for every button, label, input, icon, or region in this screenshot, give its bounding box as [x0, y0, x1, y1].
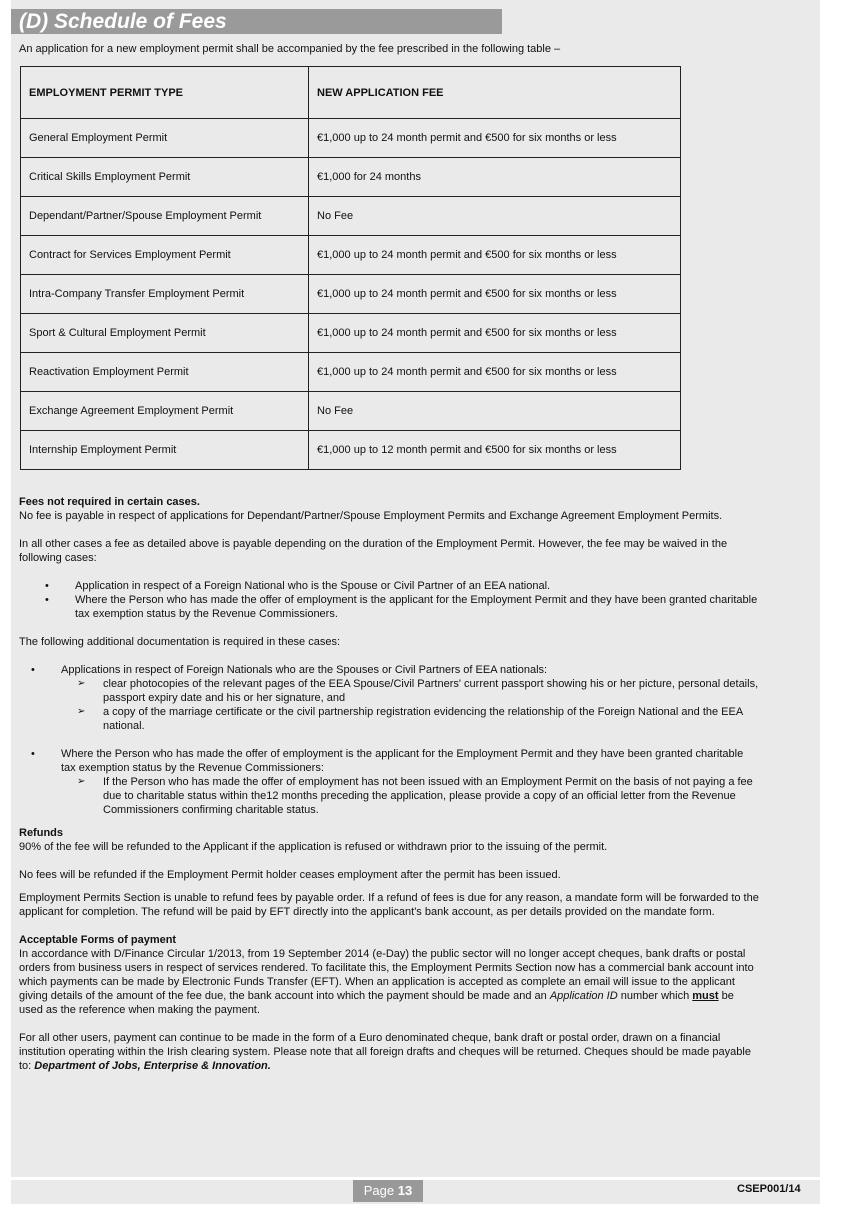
fee-cell: €1,000 up to 24 month permit and €500 for six months or less: [309, 119, 681, 158]
fee-cell: No Fee: [309, 197, 681, 236]
page-number: 13: [397, 1183, 413, 1198]
permit-type-cell: Dependant/Partner/Spouse Employment Permit: [21, 197, 309, 236]
arrow-bullet-icon: ➢: [77, 678, 86, 689]
documentation-item-text: If the Person who has made the offer of employment has not been issued with an Employment Permit on the basis of not paying a fee due to charitable status within the12 months preceding the application, please provide a copy of an official letter from the Revenue Commissioners confirming charitable status.: [103, 776, 753, 816]
page-number-box: [353, 1180, 423, 1202]
permit-type-cell: Intra-Company Transfer Employment Permit: [21, 275, 309, 314]
documentation-item-text: a copy of the marriage certificate or the civil partnership registration evidencing the relationship of the Foreign National and the EEA national.: [103, 706, 743, 732]
waiver-case-text: Application in respect of a Foreign National who is the Spouse or Civil Partner of an EEA national.: [75, 580, 551, 592]
table-row: [21, 431, 681, 470]
form-id: CSEP001/14: [737, 1183, 801, 1195]
documentation-case-text: Applications in respect of Foreign Nationals who are the Spouses or Civil Partners of EEA nationals:: [61, 664, 548, 676]
table-row: [21, 275, 681, 314]
column-header-permit-type: EMPLOYMENT PERMIT TYPE: [21, 67, 309, 119]
fee-cell: €1,000 up to 12 month permit and €500 for six months or less: [309, 431, 681, 470]
table-row: [21, 236, 681, 275]
bullet-icon: •: [31, 748, 35, 760]
fee-cell: €1,000 up to 24 month permit and €500 for six months or less: [309, 314, 681, 353]
fee-cell: €1,000 up to 24 month permit and €500 for six months or less: [309, 353, 681, 392]
payment-paragraph: For all other users, payment can continue to be made in the form of a Euro denominated cheque, bank draft or postal order, drawn on a financial institution operating within the Irish clearing system. Please note that all foreign drafts and cheques will be returned. Cheques should be made payable to: Department of Jobs, Enterprise & Innovation.: [19, 1032, 751, 1072]
documentation-intro: The following additional documentation is required in these cases:: [19, 636, 341, 648]
bullet-icon: •: [31, 664, 35, 676]
table-row: [21, 197, 681, 236]
fee-cell: €1,000 up to 24 month permit and €500 for six months or less: [309, 275, 681, 314]
permit-type-cell: Sport & Cultural Employment Permit: [21, 314, 309, 353]
arrow-bullet-icon: ➢: [77, 706, 86, 717]
section-heading: (D) Schedule of Fees: [19, 10, 227, 33]
refunds-paragraph: 90% of the fee will be refunded to the Applicant if the application is refused or withdrawn prior to the issuing of the permit.: [19, 841, 608, 853]
payment-title: Acceptable Forms of payment: [19, 934, 177, 946]
permit-type-cell: Reactivation Employment Permit: [21, 353, 309, 392]
permit-type-cell: Critical Skills Employment Permit: [21, 158, 309, 197]
payment-paragraph: In accordance with D/Finance Circular 1/2013, from 19 September 2014 (e-Day) the public sector will no longer accept cheques, bank drafts or postal orders from business users in respect of services rendered. To facilitate this, the Employment Permits Section now has a commercial bank account into which payments can be made by Electronic Funds Transfer (EFT). When an application is accepted as complete an email will issue to the applicant giving details of the amount of the fee due, the bank account into which the payment should be made and an Application ID number which must be used as the reference when making the payment.: [19, 948, 754, 1016]
documentation-case-text: Where the Person who has made the offer of employment is the applicant for the Employment Permit and they have been granted charitable tax exemption status by the Revenue Commissioners:: [61, 748, 744, 774]
fees-not-required-title: Fees not required in certain cases.: [19, 496, 200, 508]
list-item: [19, 593, 759, 621]
refunds-paragraph: No fees will be refunded if the Employment Permit holder ceases employment after the permit has been issued.: [19, 869, 561, 881]
fees-not-required-paragraph: No fee is payable in respect of applications for Dependant/Partner/Spouse Employment Permits and Exchange Agreement Employment Permits.: [19, 510, 723, 522]
bullet-icon: •: [45, 594, 49, 606]
fee-cell: No Fee: [309, 392, 681, 431]
bullet-icon: •: [45, 580, 49, 592]
waiver-case-text: Where the Person who has made the offer of employment is the applicant for the Employment Permit and they have been granted charitable tax exemption status by the Revenue Commissioners.: [75, 594, 758, 620]
refunds-title: Refunds: [19, 827, 63, 839]
list-item: [19, 677, 759, 705]
column-header-fee: NEW APPLICATION FEE: [309, 67, 681, 119]
list-item: [19, 663, 759, 677]
fee-cell: €1,000 for 24 months: [309, 158, 681, 197]
list-item: [19, 747, 759, 775]
table-header-row: [21, 67, 681, 119]
fee-cell: €1,000 up to 24 month permit and €500 for six months or less: [309, 236, 681, 275]
list-item: [19, 705, 759, 733]
payee-name: Department of Jobs, Enterprise & Innovation.: [34, 1060, 271, 1072]
permit-type-cell: Contract for Services Employment Permit: [21, 236, 309, 275]
table-row: [21, 314, 681, 353]
arrow-bullet-icon: ➢: [77, 776, 86, 787]
table-row: [21, 119, 681, 158]
documentation-item-text: clear photocopies of the relevant pages of the EEA Spouse/Civil Partners' current passport showing his or her picture, personal details, passport expiry date and his or her signature, and: [103, 678, 759, 704]
refunds-paragraph: Employment Permits Section is unable to refund fees by payable order. If a refund of fees is due for any reason, a mandate form will be forwarded to the applicant for completion. The refund will be paid by EFT directly into the applicant's bank account, as per details provided on the mandate form.: [19, 892, 759, 918]
table-row: [21, 392, 681, 431]
fee-table: [20, 66, 681, 470]
permit-type-cell: Internship Employment Permit: [21, 431, 309, 470]
list-item: [19, 775, 759, 817]
table-row: [21, 158, 681, 197]
permit-type-cell: Exchange Agreement Employment Permit: [21, 392, 309, 431]
fee-waiver-paragraph: In all other cases a fee as detailed above is payable depending on the duration of the Employment Permit. However, the fee may be waived in the following cases:: [19, 538, 728, 564]
permit-type-cell: General Employment Permit: [21, 119, 309, 158]
page-label: Page: [363, 1183, 395, 1198]
list-item: [19, 579, 759, 593]
table-row: [21, 353, 681, 392]
intro-text: An application for a new employment permit shall be accompanied by the fee prescribed in the following table –: [19, 43, 561, 55]
body-text: [19, 495, 759, 1073]
